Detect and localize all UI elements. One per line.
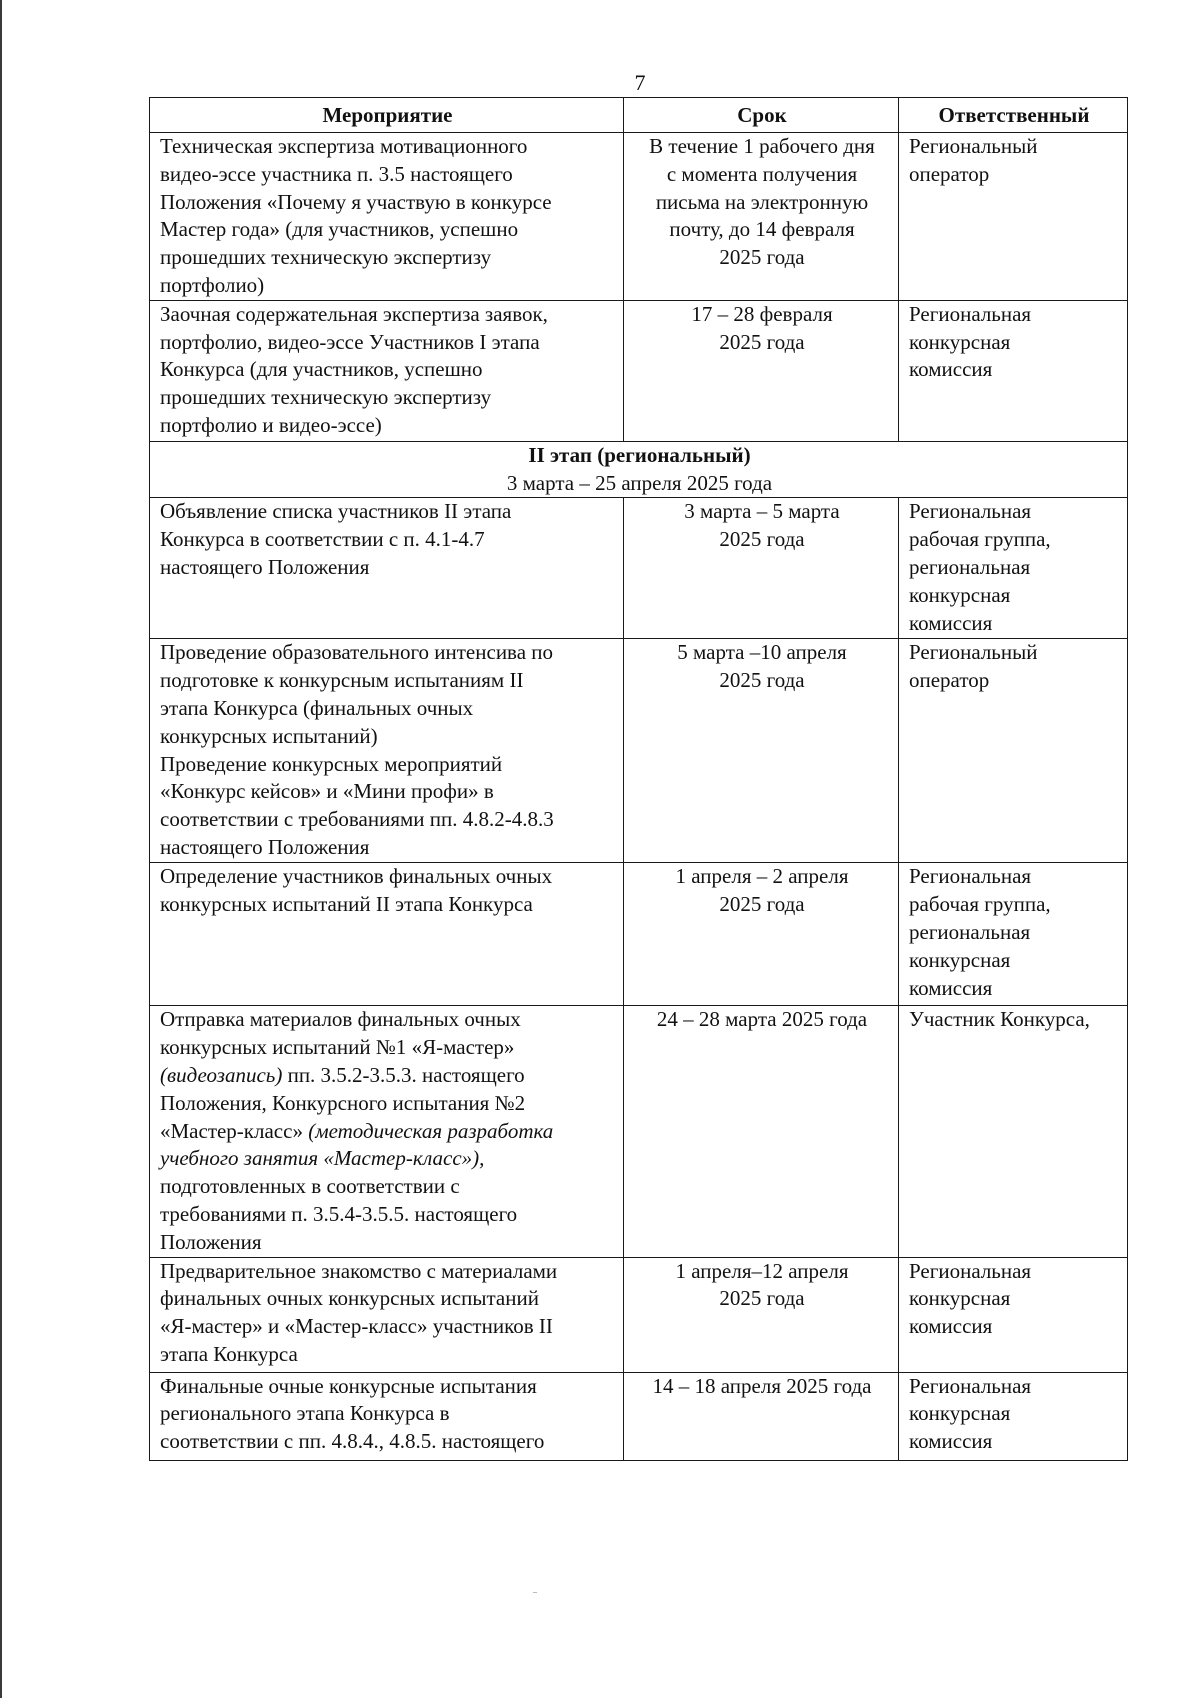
cell-line: комиссия <box>909 975 993 1000</box>
table-row <box>150 133 1128 301</box>
column-header-term: Срок <box>624 98 899 133</box>
column-header-responsible: Ответственный <box>899 98 1128 133</box>
cell-line: «Конкурс кейсов» и «Мини профи» в <box>160 779 494 804</box>
cell-line: «Я-мастер» и «Мастер-класс» участников II <box>160 1314 553 1339</box>
cell-line: конкурсная <box>909 582 1011 607</box>
term-cell <box>624 1372 899 1460</box>
cell-line: Положения <box>160 1229 262 1254</box>
cell-line: региональная <box>909 554 1031 579</box>
cell-line: финальных очных конкурсных испытаний <box>160 1286 539 1311</box>
responsible-cell <box>899 863 1128 1006</box>
schedule-table <box>149 97 1128 1461</box>
cell-line: Региональная <box>909 1258 1032 1283</box>
event-cell <box>150 1006 624 1257</box>
cell-line: 3 марта – 5 марта <box>684 499 840 524</box>
cell-line: 1 апреля–12 апреля <box>675 1258 849 1283</box>
table-row <box>150 1372 1128 1460</box>
cell-line: конкурсных испытаний №1 «Я-мастер» <box>160 1035 515 1060</box>
event-cell <box>150 639 624 863</box>
cell-line: Объявление списка участников II этапа <box>160 499 512 524</box>
cell-line: конкурсных испытаний II этапа Конкурса <box>160 892 533 917</box>
responsible-cell <box>899 133 1128 301</box>
cell-line: соответствии с пп. 4.8.4., 4.8.5. настоящего <box>160 1429 545 1454</box>
table-row <box>150 300 1128 441</box>
term-cell <box>624 1257 899 1372</box>
cell-line: 2025 года <box>719 245 805 270</box>
cell-line: рабочая группа, <box>909 527 1051 552</box>
term-cell <box>624 863 899 1006</box>
cell-line: Региональная <box>909 864 1032 889</box>
italic-text: учебного занятия «Мастер-класс»), <box>160 1146 485 1171</box>
cell-line: портфолио, видео-эссе Участников I этапа <box>160 329 540 354</box>
cell-line: Конкурса (для участников, успешно <box>160 357 483 382</box>
cell-line: Финальные очные конкурсные испытания <box>160 1373 537 1398</box>
cell-line: 2025 года <box>719 527 805 552</box>
term-cell <box>624 1006 899 1257</box>
cell-line: портфолио и видео-эссе) <box>160 412 382 437</box>
cell-line: Участник Конкурса, <box>909 1007 1090 1032</box>
cell-line: конкурсных испытаний) <box>160 723 378 748</box>
italic-text: (методическая разработка <box>308 1118 554 1143</box>
cell-line: Региональный <box>909 134 1038 158</box>
table-row <box>150 498 1128 639</box>
cell-line: Проведение образовательного интенсива по <box>160 640 554 665</box>
cell-line: оператор <box>909 161 990 186</box>
event-cell <box>150 300 624 441</box>
cell-line: 2025 года <box>719 892 805 917</box>
cell-line: настоящего Положения <box>160 834 370 859</box>
scan-speck <box>533 1592 537 1593</box>
cell-line: подготовке к конкурсным испытаниям II <box>160 668 524 693</box>
event-cell <box>150 863 624 1006</box>
cell-line: Положения «Почему я участвую в конкурсе <box>160 189 552 214</box>
stage-dates: 3 марта – 25 апреля 2025 года <box>506 470 773 495</box>
term-cell <box>624 133 899 301</box>
plain-text: пп. 3.5.2-3.5.3. настоящего <box>282 1062 525 1087</box>
cell-line: Заочная содержательная экспертиза заявок, <box>160 301 548 326</box>
cell-line: почту, до 14 февраля <box>669 217 855 242</box>
cell-line: Региональная <box>909 1373 1032 1398</box>
cell-line: 2025 года <box>719 1286 805 1311</box>
cell-line: этапа Конкурса (финальных очных <box>160 695 474 720</box>
cell-line: прошедших техническую экспертизу <box>160 385 492 410</box>
term-cell <box>624 498 899 639</box>
cell-line: Предварительное знакомство с материалами <box>160 1258 558 1283</box>
cell-line: соответствии с требованиями пп. 4.8.2-4.8.3 <box>160 807 554 832</box>
responsible-cell <box>899 1006 1128 1257</box>
event-cell <box>150 133 624 301</box>
responsible-cell <box>899 639 1128 863</box>
cell-line: комиссия <box>909 1314 993 1339</box>
cell-line: оператор <box>909 668 990 693</box>
cell-line: комиссия <box>909 1429 993 1454</box>
cell-line: конкурсная <box>909 1401 1011 1426</box>
cell-line: Региональный <box>909 640 1038 665</box>
cell-line: письма на электронную <box>655 189 869 214</box>
cell-line: настоящего Положения <box>160 554 370 579</box>
event-cell <box>150 1257 624 1372</box>
responsible-cell <box>899 498 1128 639</box>
cell-line: требованиями п. 3.5.4-3.5.5. настоящего <box>160 1201 518 1226</box>
italic-text: (видеозапись) <box>160 1062 283 1087</box>
cell-line: с момента получения <box>666 161 858 186</box>
cell-line: 24 – 28 марта 2025 года <box>656 1007 868 1032</box>
responsible-cell <box>899 300 1128 441</box>
table-header-row <box>150 98 1128 133</box>
cell-line: этапа Конкурса <box>160 1341 298 1366</box>
stage-header-cell <box>150 441 1128 498</box>
table-row <box>150 639 1128 863</box>
cell-line: 1 апреля – 2 апреля <box>675 864 849 889</box>
cell-line <box>160 1062 615 1090</box>
event-cell <box>150 498 624 639</box>
responsible-cell <box>899 1372 1128 1460</box>
cell-line: конкурсная <box>909 329 1011 354</box>
cell-line: конкурсная <box>909 947 1011 972</box>
cell-line: Конкурса в соответствии с п. 4.1-4.7 <box>160 527 485 552</box>
cell-line <box>160 1145 615 1173</box>
cell-line: Техническая экспертиза мотивационного <box>160 134 528 158</box>
event-cell <box>150 1372 624 1460</box>
cell-line: конкурсная <box>909 1286 1011 1311</box>
cell-line: прошедших техническую экспертизу <box>160 245 492 270</box>
cell-line: Определение участников финальных очных <box>160 864 553 889</box>
stage-title: II этап (региональный) <box>528 442 751 467</box>
cell-line: Региональная <box>909 301 1032 326</box>
cell-line: 5 марта –10 апреля <box>677 640 847 665</box>
cell-line: Мастер года» (для участников, успешно <box>160 217 519 242</box>
cell-line: 17 – 28 февраля <box>691 301 833 326</box>
cell-line: 2025 года <box>719 668 805 693</box>
responsible-cell <box>899 1257 1128 1372</box>
cell-line: региональная <box>909 919 1031 944</box>
cell-line: 2025 года <box>719 329 805 354</box>
cell-line: видео-эссе участника п. 3.5 настоящего <box>160 161 513 186</box>
cell-line: подготовленных в соответствии с <box>160 1174 460 1199</box>
cell-line: комиссия <box>909 357 993 382</box>
cell-line: комиссия <box>909 610 993 635</box>
cell-line: регионального этапа Конкурса в <box>160 1401 450 1426</box>
cell-line: 14 – 18 апреля 2025 года <box>652 1373 872 1398</box>
cell-line: Региональная <box>909 499 1032 524</box>
term-cell <box>624 300 899 441</box>
scan-edge <box>0 0 2 1698</box>
stage-header-row <box>150 441 1128 498</box>
cell-line <box>160 1118 615 1146</box>
cell-line: Отправка материалов финальных очных <box>160 1007 521 1032</box>
cell-line: В течение 1 рабочего дня <box>649 134 875 158</box>
cell-line: рабочая группа, <box>909 892 1051 917</box>
column-header-event: Мероприятие <box>150 98 624 133</box>
cell-line: Проведение конкурсных мероприятий <box>160 751 503 776</box>
page-number: 7 <box>634 70 646 95</box>
table-row <box>150 1006 1128 1257</box>
term-cell <box>624 639 899 863</box>
table-row <box>150 863 1128 1006</box>
cell-line: Положения, Конкурсного испытания №2 <box>160 1090 526 1115</box>
table-row <box>150 1257 1128 1372</box>
cell-line: портфолио) <box>160 272 265 297</box>
plain-text: «Мастер-класс» <box>160 1118 309 1143</box>
